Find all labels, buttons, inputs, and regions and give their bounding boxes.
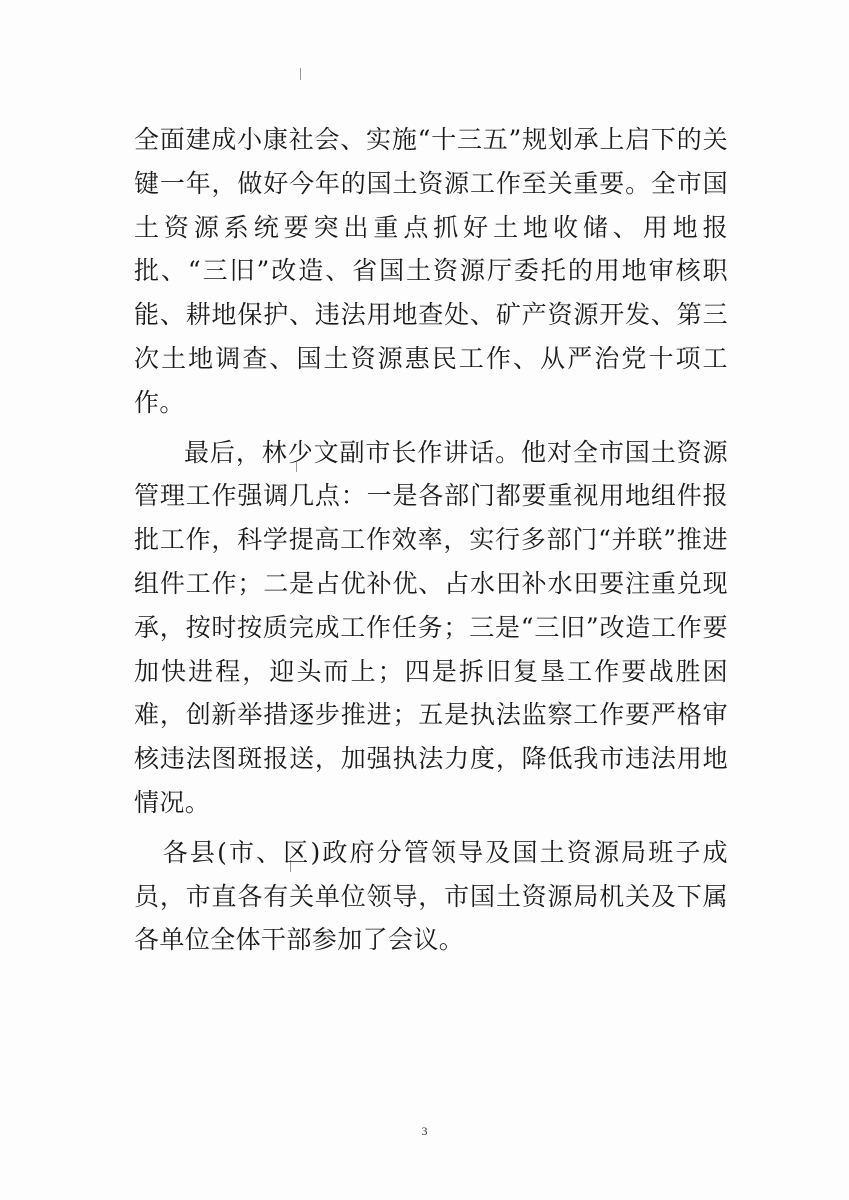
paragraph-attendees: 各县(市、区)政府分管领导及国土资源局班子成员，市直各有关单位领导，市国土资源局机关及下属各单位全体干部参加了会议。: [134, 837, 728, 955]
page-number: 3: [421, 1124, 428, 1138]
paragraph-continuation: 全面建成小康社会、实施“十三五”规划承上启下的关键一年，做好今年的国土资源工作至关重要。全市国土资源系统要突出重点抓好土地收储、用地报批、“三旧”改造、省国土资源厅委托的用地审核职能、耕地保护、违法用地查处、矿产资源开发、第三次土地调查、国土资源惠民工作、从严治党十项工作。: [134, 125, 728, 417]
body-text: [134, 118, 728, 962]
scan-mark: [300, 68, 301, 80]
paragraph-speech: 最后，林少文副市长作讲话。他对全市国土资源管理工作强调几点：一是各部门都要重视用地组件报批工作，科学提高工作效率，实行多部门“并联”推进组件工作；二是占优补优、占水田补水田要注重兑现承，按时按质完成工作任务；三是“三旧”改造工作要加快进程，迎头而上；四是拆旧复垦工作要战胜困难，创新举措逐步推进；五是执法监察工作要严格审核违法图斑报送，加强执法力度，降低我市违法用地情况。: [134, 437, 728, 817]
